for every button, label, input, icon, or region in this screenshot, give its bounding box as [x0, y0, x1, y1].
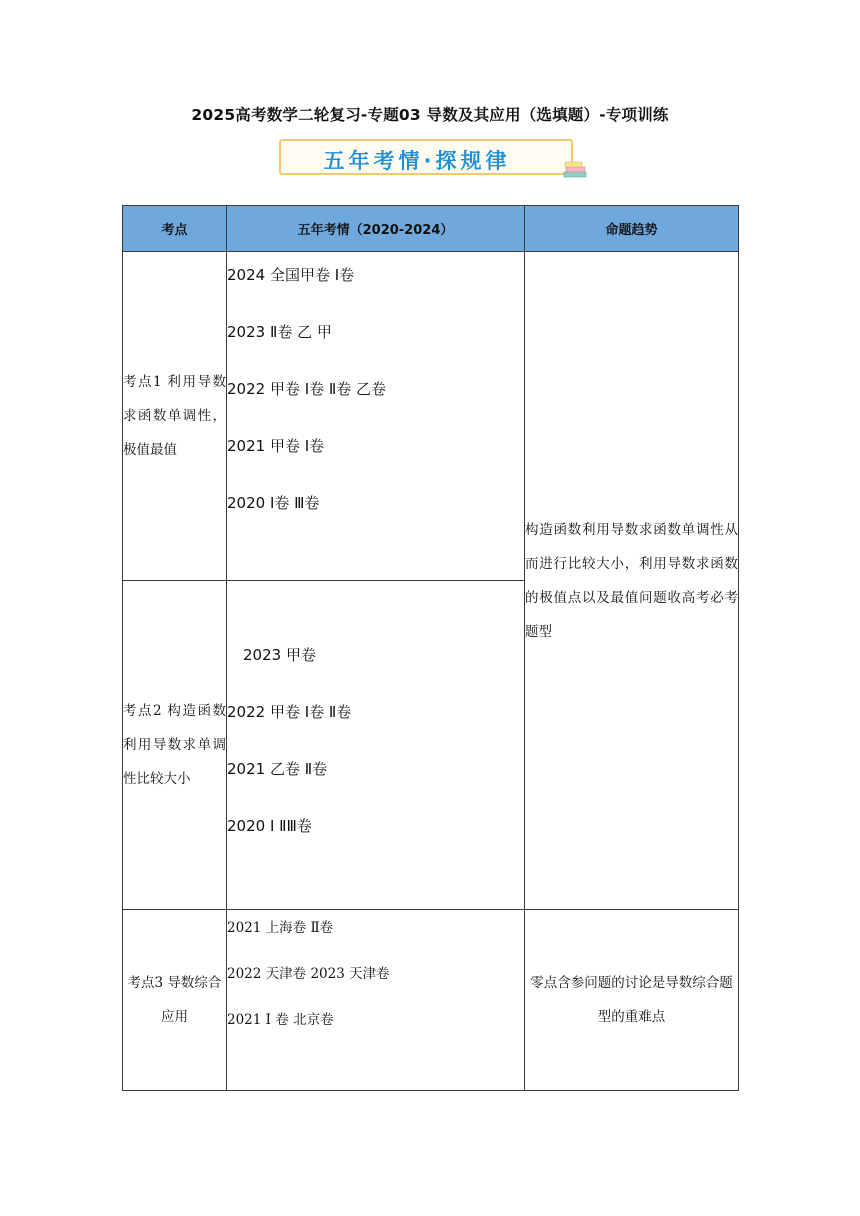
- books-icon: [562, 160, 588, 180]
- year-line: 2023 Ⅱ卷 乙 甲: [227, 323, 332, 341]
- header-years: 五年考情（2020-2024）: [227, 206, 525, 252]
- exam-topics-table: [122, 205, 739, 1091]
- table-row: [123, 910, 739, 1091]
- years-cell: [227, 910, 525, 1091]
- topic-cell: 考点3 导数综合应用: [123, 910, 227, 1091]
- year-line: 2021 乙卷 Ⅱ卷: [227, 760, 328, 778]
- years-cell: [227, 252, 525, 581]
- trend-cell: 零点含参问题的讨论是导数综合题型的重难点: [525, 910, 739, 1091]
- years-cell: [227, 581, 525, 910]
- year-line: 2020 Ⅰ卷 Ⅲ卷: [227, 494, 320, 512]
- header-topic: 考点: [123, 206, 227, 252]
- year-line: 2022 天津卷 2023 天津卷: [227, 966, 390, 982]
- document-title: 2025高考数学二轮复习-专题03 导数及其应用（选填题）-专项训练: [191, 106, 669, 124]
- year-line: 2021 Ⅰ 卷 北京卷: [227, 1012, 334, 1028]
- table-header-row: [123, 206, 739, 252]
- section-banner: [279, 139, 573, 175]
- year-line: 2022 甲卷 Ⅰ卷 Ⅱ卷 乙卷: [227, 380, 387, 398]
- year-line: 2023 甲卷: [243, 646, 316, 664]
- trend-cell: 构造函数利用导数求函数单调性从而进行比较大小，利用导数求函数的极值点以及最值问题收高考必考题型: [525, 252, 739, 910]
- topic-cell: 考点1 利用导数求函数单调性，极值最值: [123, 252, 227, 581]
- year-line: 2020 Ⅰ ⅡⅢ卷: [227, 817, 312, 835]
- year-line: 2024 全国甲卷 Ⅰ卷: [227, 266, 355, 284]
- year-line: 2021 上海卷 Ⅱ卷: [227, 920, 334, 936]
- year-line: 2021 甲卷 Ⅰ卷: [227, 437, 325, 455]
- header-trend: 命题趋势: [525, 206, 739, 252]
- banner-text: 五年考情·探规律: [323, 149, 511, 173]
- topic-cell: 考点2 构造函数利用导数求单调性比较大小: [123, 581, 227, 910]
- year-line: 2022 甲卷 Ⅰ卷 Ⅱ卷: [227, 703, 352, 721]
- table-row: [123, 252, 739, 581]
